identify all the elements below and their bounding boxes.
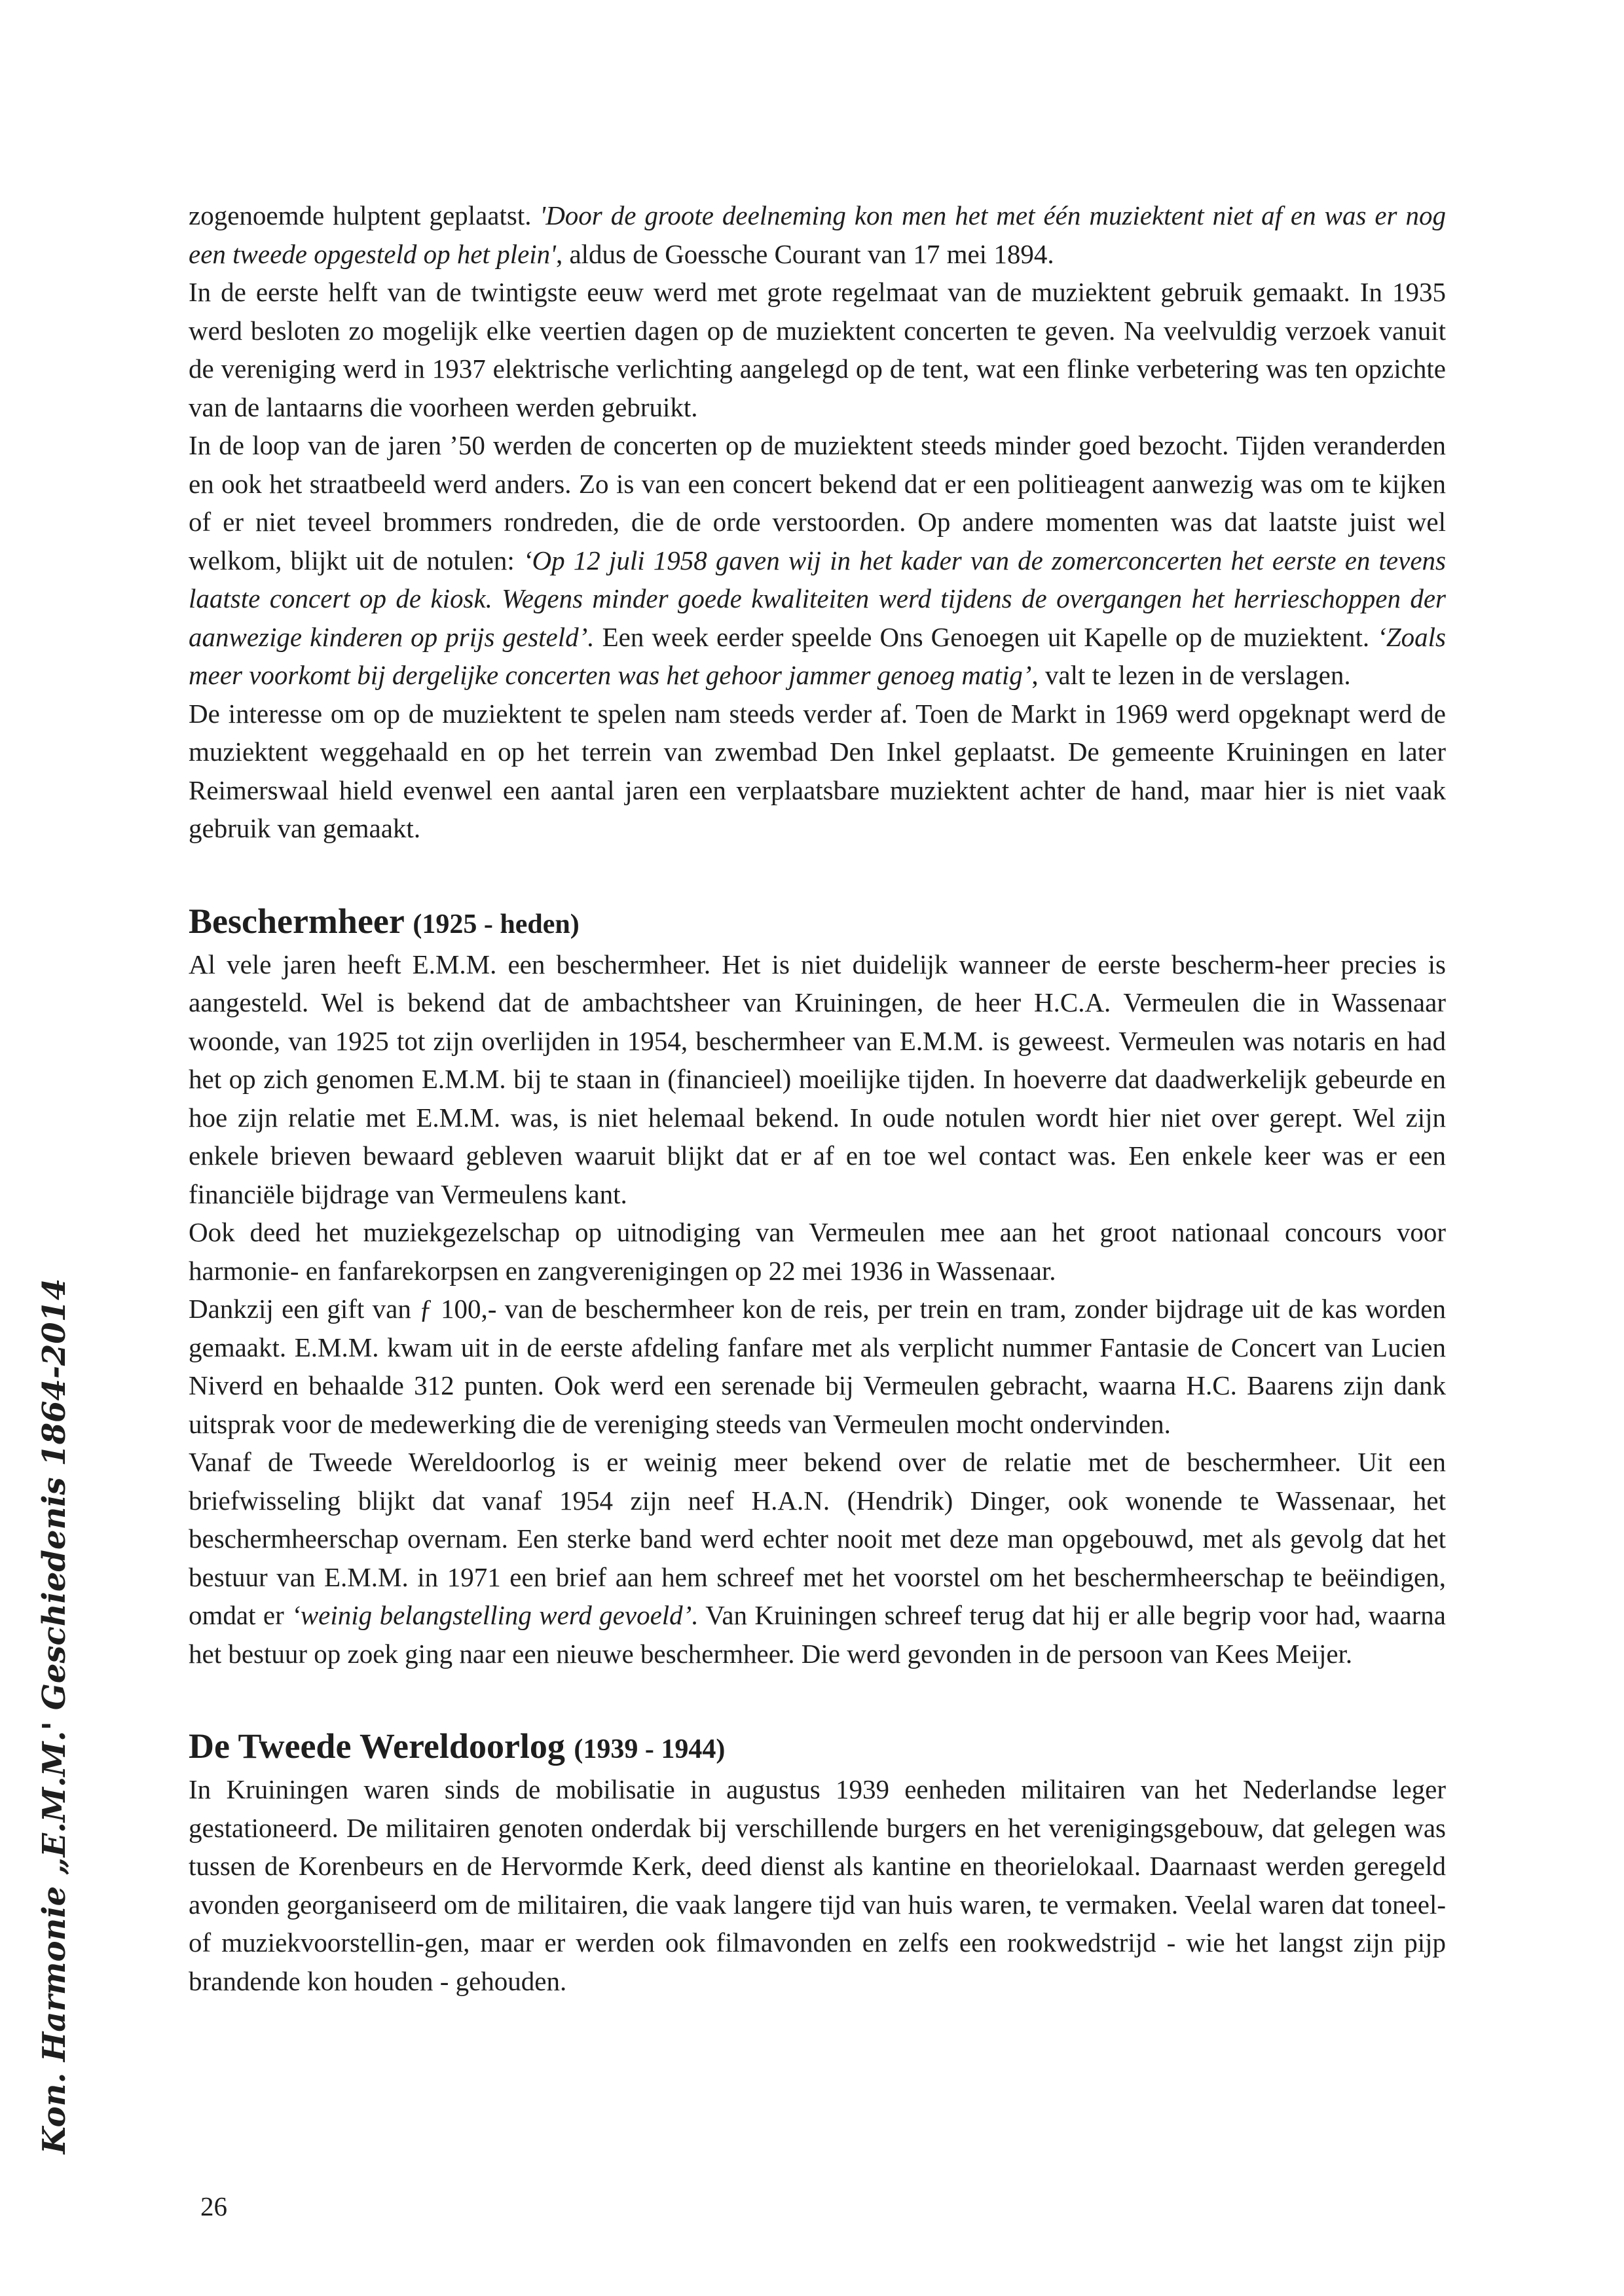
book-spine-title: Kon. Harmonie „E.M.M.' Geschiedenis 1864-2014 <box>36 1278 73 2154</box>
text: Een week eerder speelde Ons Genoegen uit Kapelle op de muziektent. <box>594 621 1378 652</box>
section-heading-beschermheer <box>189 900 1446 945</box>
paragraph-beschermheer-3: Dankzij een gift van ƒ 100,- van de beschermheer kon de reis, per trein en tram, zonder bijdrage uit de kas worden gemaakt. E.M.M. kwam uit in de eerste afdeling fanfare met als verplicht nummer Fantasie de Concert van Lucien Niverd en behaalde 312 punten. Ook werd een serenade bij Vermeulen gebracht, waarna H.C. Baarens zijn dank uitsprak voor de medewerking die de vereniging steeds van Vermeulen mocht ondervinden. <box>189 1294 1446 1439</box>
quote: 'Door de groote deelneming kon men het met één muziektent niet af en was er nog een tweede opgesteld op het plein' <box>189 200 1446 269</box>
paragraph-beschermheer-2: Ook deed het muziekgezelschap op uitnodiging van Vermeulen mee aan het groot nationaal concours voor harmonie- en fanfarekorpsen en zangverenigingen op 22 mei 1936 in Wassenaar. <box>189 1217 1446 1286</box>
text: , aldus de Goessche Courant van 17 mei 1894. <box>555 238 1054 269</box>
heading-years: (1939 - 1944) <box>574 1734 726 1764</box>
text: zogenoemde hulptent geplaatst. <box>189 200 540 230</box>
text: In de loop van de jaren ’50 werden de concerten op de muziektent steeds minder goed bezocht. Tijden veranderden en ook het straatbeeld werd anders. Zo is van een concert bekend dat er een politieagent aanwezig was om te kijken of er niet teveel brommers rondreden, die de orde verstoorden. Op andere momenten was dat laatste juist wel welkom, blijkt uit de notulen: <box>189 430 1446 575</box>
heading-title: De Tweede Wereldoorlog <box>189 1726 565 1766</box>
paragraph-hulptent <box>189 196 1446 273</box>
quote: ‘Zoals meer voorkomt bij dergelijke concerten was het gehoor jammer genoeg matig’ <box>189 621 1446 690</box>
text: Vanaf de Tweede Wereldoorlog is er weinig meer bekend over de relatie met de beschermheer. Uit een briefwisseling blijkt dat vanaf 1954 zijn neef H.A.N. (Hendrik) Dinger, ook wonende te Wassenaar, het beschermheerschap overnam. Een sterke band werd echter nooit met deze man opgebouwd, met als gevolg dat het bestuur van E.M.M. in 1971 een brief aan hem schreef met het voorstel om het beschermheerschap te beëindigen, omdat er <box>189 1447 1446 1630</box>
section-heading-tweede-wereldoorlog <box>189 1725 1446 1770</box>
paragraph-wereldoorlog-1: In Kruiningen waren sinds de mobilisatie in augustus 1939 eenheden militairen van het Nederlandse leger gestationeerd. De militairen genoten onderdak bij verschillende burgers en het verenigingsgebouw, dat gelegen was tussen de Korenbeurs en de Hervormde Kerk, deed dienst als kantine en theorielokaal. Daarnaast werden geregeld avonden georganiseerd om de militairen, die vaak langere tijd van huis waren, te vermaken. Veelal waren dat toneel- of muziekvoorstellin-gen, maar er werden ook filmavonden en zelfs een rookwedstrijd - wie het langst zijn pijp brandende kon houden - gehouden. <box>189 1774 1446 1996</box>
paragraph-beschermheer-1: Al vele jaren heeft E.M.M. een beschermheer. Het is niet duidelijk wanneer de eerste bescherm-heer precies is aangesteld. Wel is bekend dat de ambachtsheer van Kruiningen, de heer H.C.A. Vermeulen die in Wassenaar woonde, van 1925 tot zijn overlijden in 1954, beschermheer van E.M.M. is geweest. Vermeulen was notaris en had het op zich genomen E.M.M. bij te staan in (financieel) moeilijke tijden. In hoeverre dat daadwerkelijk gebeurde en hoe zijn relatie met E.M.M. was, is niet helemaal bekend. In oude notulen wordt hier niet over gerept. Wel zijn enkele brieven bewaard gebleven waaruit blijkt dat er af en toe wel contact was. Een enkele keer was er een financiële bijdrage van Vermeulens kant. <box>189 949 1446 1209</box>
heading-years: (1925 - heden) <box>413 909 580 939</box>
paragraph-beschermheer-4 <box>189 1443 1446 1673</box>
text: Van Kruiningen schreef terug dat hij er alle begrip voor had, waarna het bestuur op zoek ging naar een nieuwe beschermheer. Die werd gevonden in de persoon van Kees Meijer. <box>189 1600 1447 1669</box>
paragraph-twintigste-eeuw: In de eerste helft van de twintigste eeuw werd met grote regelmaat van de muziektent gebruik gemaakt. In 1935 werd besloten zo mogelijk elke veertien dagen op de muziektent concerten te geven. Na veelvuldig verzoek vanuit de vereniging werd in 1937 elektrische verlichting aangelegd op de tent, wat een flinke verbetering was ten opzichte van de lantaarns die voorheen werden gebruikt. <box>189 277 1446 422</box>
quote: ‘weinig belangstelling werd gevoeld’. <box>291 1600 699 1630</box>
page-content <box>189 196 1446 2000</box>
heading-title: Beschermheer <box>189 901 404 941</box>
quote: ‘Op 12 juli 1958 gaven wij in het kader van de zomerconcerten het eerste en tevens laatste concert op de kiosk. Wegens minder goede kwaliteiten werd tijdens de overgangen het herrieschoppen der aanwezige kinderen op prijs gesteld’. <box>189 545 1446 652</box>
paragraph-interesse: De interesse om op de muziektent te spelen nam steeds verder af. Toen de Markt in 1969 werd opgeknapt werd de muziektent weggehaald en op het terrein van zwembad Den Inkel geplaatst. De gemeente Kruiningen en later Reimerswaal hield evenwel een aantal jaren een verplaatsbare muziektent achter de hand, maar hier is niet vaak gebruik van gemaakt. <box>189 698 1446 843</box>
page-number: 26 <box>200 2191 227 2221</box>
text: , valt te lezen in de verslagen. <box>1031 660 1351 690</box>
paragraph-jaren-50 <box>189 426 1446 695</box>
